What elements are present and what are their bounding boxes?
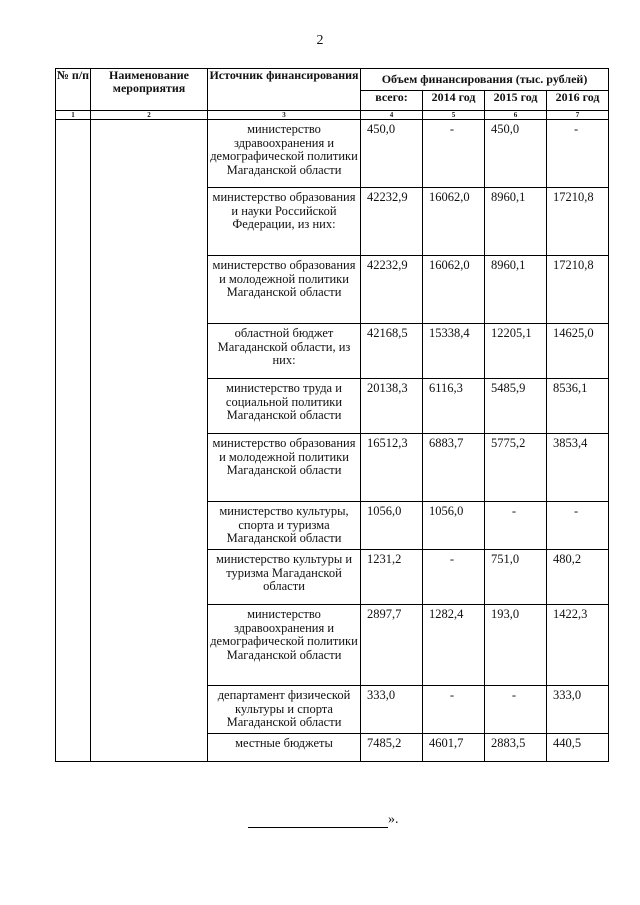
total-cell: 42232,9	[361, 188, 423, 256]
header-name: Наименование мероприятия	[91, 69, 208, 111]
y2014-cell: 6116,3	[423, 379, 485, 434]
y2014-cell: 6883,7	[423, 434, 485, 502]
y2015-cell: 751,0	[485, 550, 547, 605]
y2015-cell: 193,0	[485, 605, 547, 686]
y2016-cell: 17210,8	[547, 188, 609, 256]
y2015-cell: 8960,1	[485, 256, 547, 324]
y2016-cell: 17210,8	[547, 256, 609, 324]
source-cell: министерство здравоохранения и демографической политики Магаданской области	[208, 120, 361, 188]
header-total: всего:	[361, 91, 423, 111]
y2014-cell: 1282,4	[423, 605, 485, 686]
closing-quote: ».	[388, 812, 399, 827]
source-cell: министерство труда и социальной политики Магаданской области	[208, 379, 361, 434]
y2016-cell: 1422,3	[547, 605, 609, 686]
source-cell: министерство здравоохранения и демографической политики Магаданской области	[208, 605, 361, 686]
y2016-cell: 333,0	[547, 686, 609, 734]
y2015-cell: 2883,5	[485, 734, 547, 762]
header-2016: 2016 год	[547, 91, 609, 111]
header-num: № п/п	[56, 69, 91, 111]
source-cell: министерство образования и молодежной политики Магаданской области	[208, 434, 361, 502]
col-number: 7	[547, 111, 609, 120]
y2015-cell: 5485,9	[485, 379, 547, 434]
source-cell: министерство образования и молодежной политики Магаданской области	[208, 256, 361, 324]
y2015-cell: 450,0	[485, 120, 547, 188]
header-source: Источник финансирования	[208, 69, 361, 111]
total-cell: 7485,2	[361, 734, 423, 762]
header-2015: 2015 год	[485, 91, 547, 111]
col-number: 1	[56, 111, 91, 120]
total-cell: 333,0	[361, 686, 423, 734]
col-number: 3	[208, 111, 361, 120]
y2014-cell: 15338,4	[423, 324, 485, 379]
total-cell: 1056,0	[361, 502, 423, 550]
col-number: 4	[361, 111, 423, 120]
source-cell: областной бюджет Магаданской области, из них:	[208, 324, 361, 379]
source-cell: министерство культуры и туризма Магаданской области	[208, 550, 361, 605]
y2015-cell: 8960,1	[485, 188, 547, 256]
financing-table	[55, 68, 609, 762]
y2016-cell: -	[547, 120, 609, 188]
y2016-cell: 440,5	[547, 734, 609, 762]
total-cell: 2897,7	[361, 605, 423, 686]
y2015-cell: 12205,1	[485, 324, 547, 379]
y2016-cell: 480,2	[547, 550, 609, 605]
page-number: 2	[316, 33, 324, 48]
source-cell: министерство образования и науки Российской Федерации, из них:	[208, 188, 361, 256]
y2015-cell: 5775,2	[485, 434, 547, 502]
total-cell: 20138,3	[361, 379, 423, 434]
total-cell: 42168,5	[361, 324, 423, 379]
y2016-cell: 8536,1	[547, 379, 609, 434]
source-cell: департамент физической культуры и спорта Магаданской области	[208, 686, 361, 734]
closing-underline	[248, 815, 388, 828]
col-number: 5	[423, 111, 485, 120]
total-cell: 450,0	[361, 120, 423, 188]
total-cell: 1231,2	[361, 550, 423, 605]
num-cell	[56, 120, 91, 762]
col-number: 2	[91, 111, 208, 120]
y2014-cell: 1056,0	[423, 502, 485, 550]
source-cell: министерство культуры, спорта и туризма Магаданской области	[208, 502, 361, 550]
y2014-cell: -	[423, 686, 485, 734]
y2014-cell: 4601,7	[423, 734, 485, 762]
y2016-cell: 3853,4	[547, 434, 609, 502]
y2016-cell: 14625,0	[547, 324, 609, 379]
y2014-cell: 16062,0	[423, 256, 485, 324]
measure-name-cell	[91, 120, 208, 762]
closing-mark	[248, 812, 399, 828]
y2015-cell: -	[485, 686, 547, 734]
col-number: 6	[485, 111, 547, 120]
y2015-cell: -	[485, 502, 547, 550]
table-row	[56, 120, 609, 188]
total-cell: 16512,3	[361, 434, 423, 502]
source-cell: местные бюджеты	[208, 734, 361, 762]
total-cell: 42232,9	[361, 256, 423, 324]
y2014-cell: 16062,0	[423, 188, 485, 256]
y2014-cell: -	[423, 550, 485, 605]
y2014-cell: -	[423, 120, 485, 188]
header-2014: 2014 год	[423, 91, 485, 111]
header-volume: Объем финансирования (тыс. рублей)	[361, 69, 609, 91]
y2016-cell: -	[547, 502, 609, 550]
